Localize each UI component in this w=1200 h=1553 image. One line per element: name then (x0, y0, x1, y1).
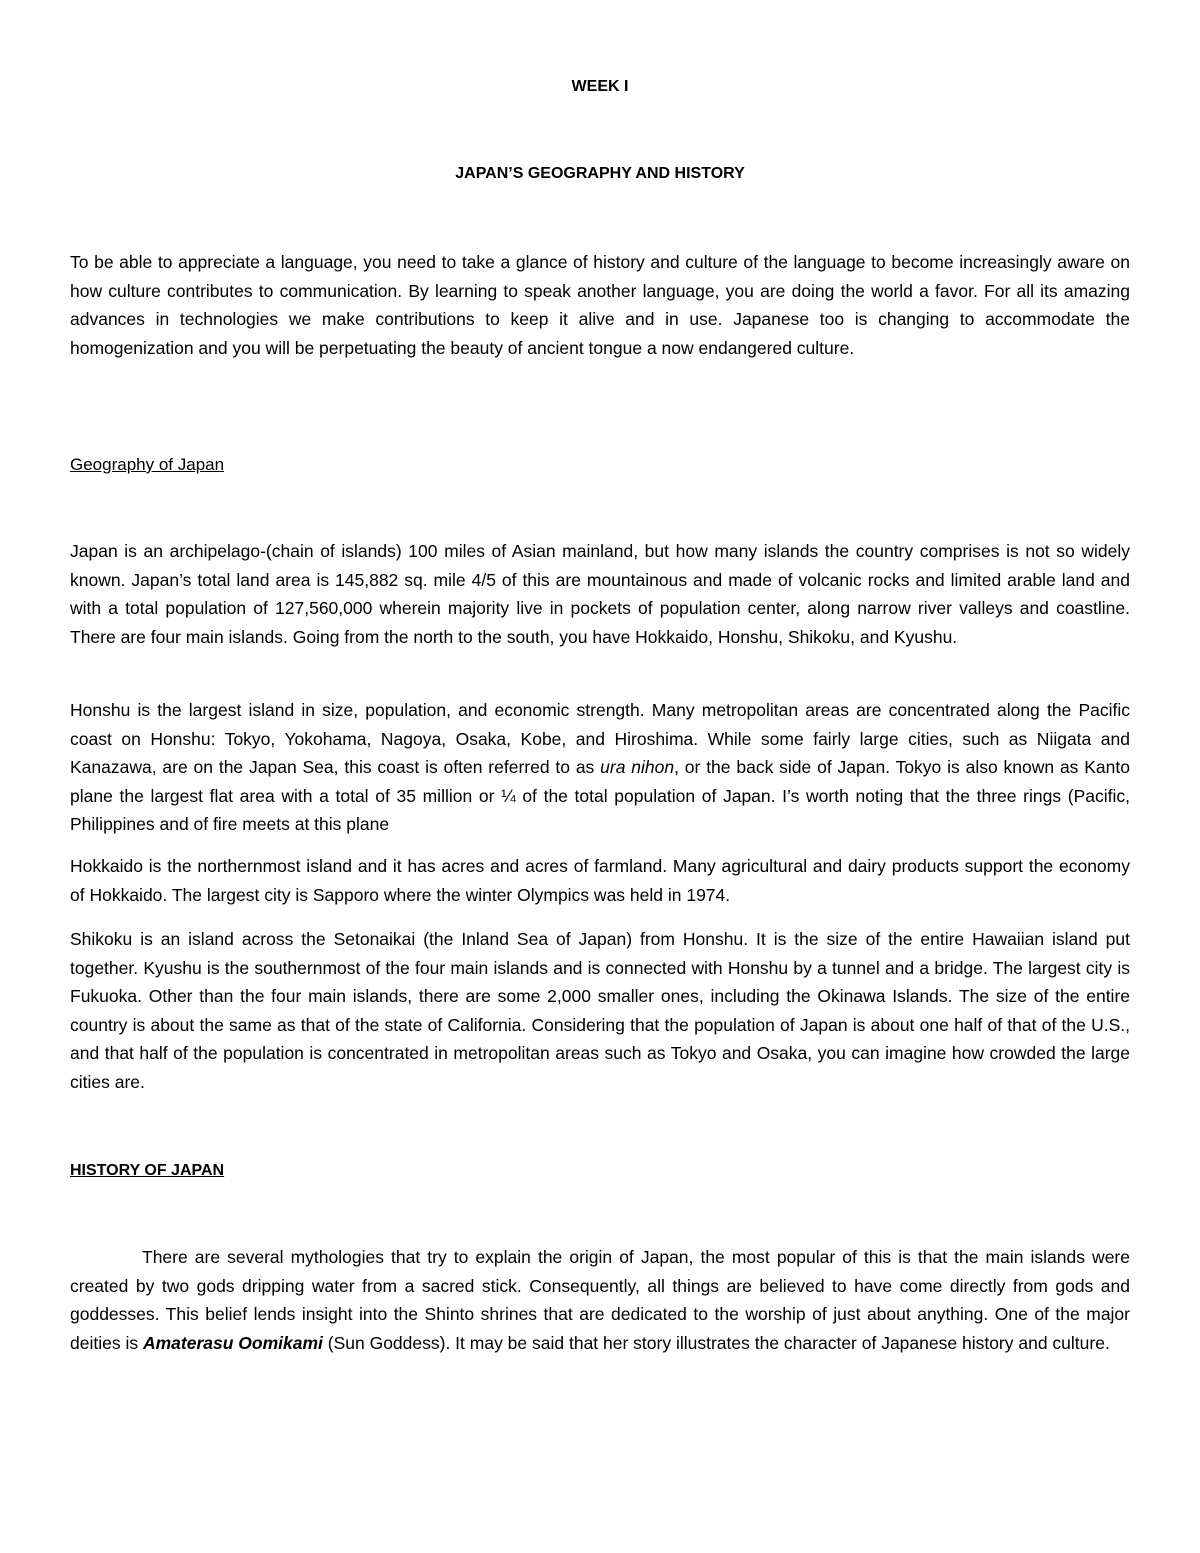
history-paragraph-1-text-a: There are several mythologies that try to explain the origin of Japan, the most popular of this is that the main islands were created by two gods dripping water from a sacred stick. Consequently, all things are believed to have come directly from gods and goddesses. This belief lends insight into the Shinto shrines that are dedicated to the worship of just about anything. One of the major deities is (70, 1247, 1130, 1353)
geography-paragraph-2-text-a: Honshu is the largest island in size, population, and economic strength. Many metropolitan areas are concentrated along the Pacific coast on Honshu: Tokyo, Yokohama, Nagoya, Osaka, Kobe, and Hiroshima. While some fairly large cities, such as Niigata and Kanazawa, are on the Japan Sea, this coast is often referred to as (70, 700, 1130, 777)
geography-paragraph-2-text-b: , or the back side of Japan. Tokyo is also known as Kanto plane the largest flat area with a total of 35 million or ¼ of the total population of Japan. I’s worth noting that the three rings (Pacific, Philippines and of fire meets at this plane (70, 757, 1130, 834)
intro-paragraph: To be able to appreciate a language, you need to take a glance of history and culture of the language to become increasingly aware on how culture contributes to communication. By learning to speak another language, you are doing the world a favor. For all its amazing advances in technologies we make contributions to keep it alive and in use. Japanese too is changing to accommodate the homogenization and you will be perpetuating the beauty of ancient tongue a now endangered culture. (70, 252, 1130, 358)
history-heading: HISTORY OF JAPAN (70, 1162, 225, 1179)
amaterasu-term: Amaterasu Oomikami (142, 1332, 323, 1353)
history-paragraph-1 (70, 1243, 1130, 1357)
geography-paragraph-1: Japan is an archipelago-(chain of islands) 100 miles of Asian mainland, but how many islands the country comprises is not so widely known. Japan’s total land area is 145,882 sq. mile 4/5 of this are mountainous and made of volcanic rocks and limited arable land and with a total population of 127,560,000 wherein majority live in pockets of population center, along narrow river valleys and coastline. There are four main islands. Going from the north to the south, you have Hokkaido, Honshu, Shikoku, and Kyushu. (70, 541, 1130, 647)
geography-paragraph-4: Shikoku is an island across the Setonaikai (the Inland Sea of Japan) from Honshu. It is the size of the entire Hawaiian island put together. Kyushu is the southernmost of the four main islands and is connected with Honshu by a tunnel and a bridge. The largest city is Fukuoka. Other than the four main islands, there are some 2,000 smaller ones, including the Okinawa Islands. The size of the entire country is about the same as that of the state of California. Considering that the population of Japan is about one half of that of the U.S., and that half of the population is concentrated in metropolitan areas such as Tokyo and Osaka, you can imagine how crowded the large cities are. (70, 929, 1130, 1092)
ura-nihon-term: ura nihon (600, 757, 675, 777)
week-title: WEEK I (571, 78, 629, 95)
geography-paragraph-2 (70, 696, 1130, 839)
main-title: JAPAN’S GEOGRAPHY AND HISTORY (455, 165, 745, 182)
history-paragraph-1-text-b: (Sun Goddess). It may be said that her story illustrates the character of Japanese history and culture. (322, 1332, 1110, 1353)
geography-paragraph-3: Hokkaido is the northernmost island and it has acres and acres of farmland. Many agricultural and dairy products support the economy of Hokkaido. The largest city is Sapporo where the winter Olympics was held in 1974. (70, 856, 1130, 905)
geography-heading: Geography of Japan (70, 455, 225, 474)
